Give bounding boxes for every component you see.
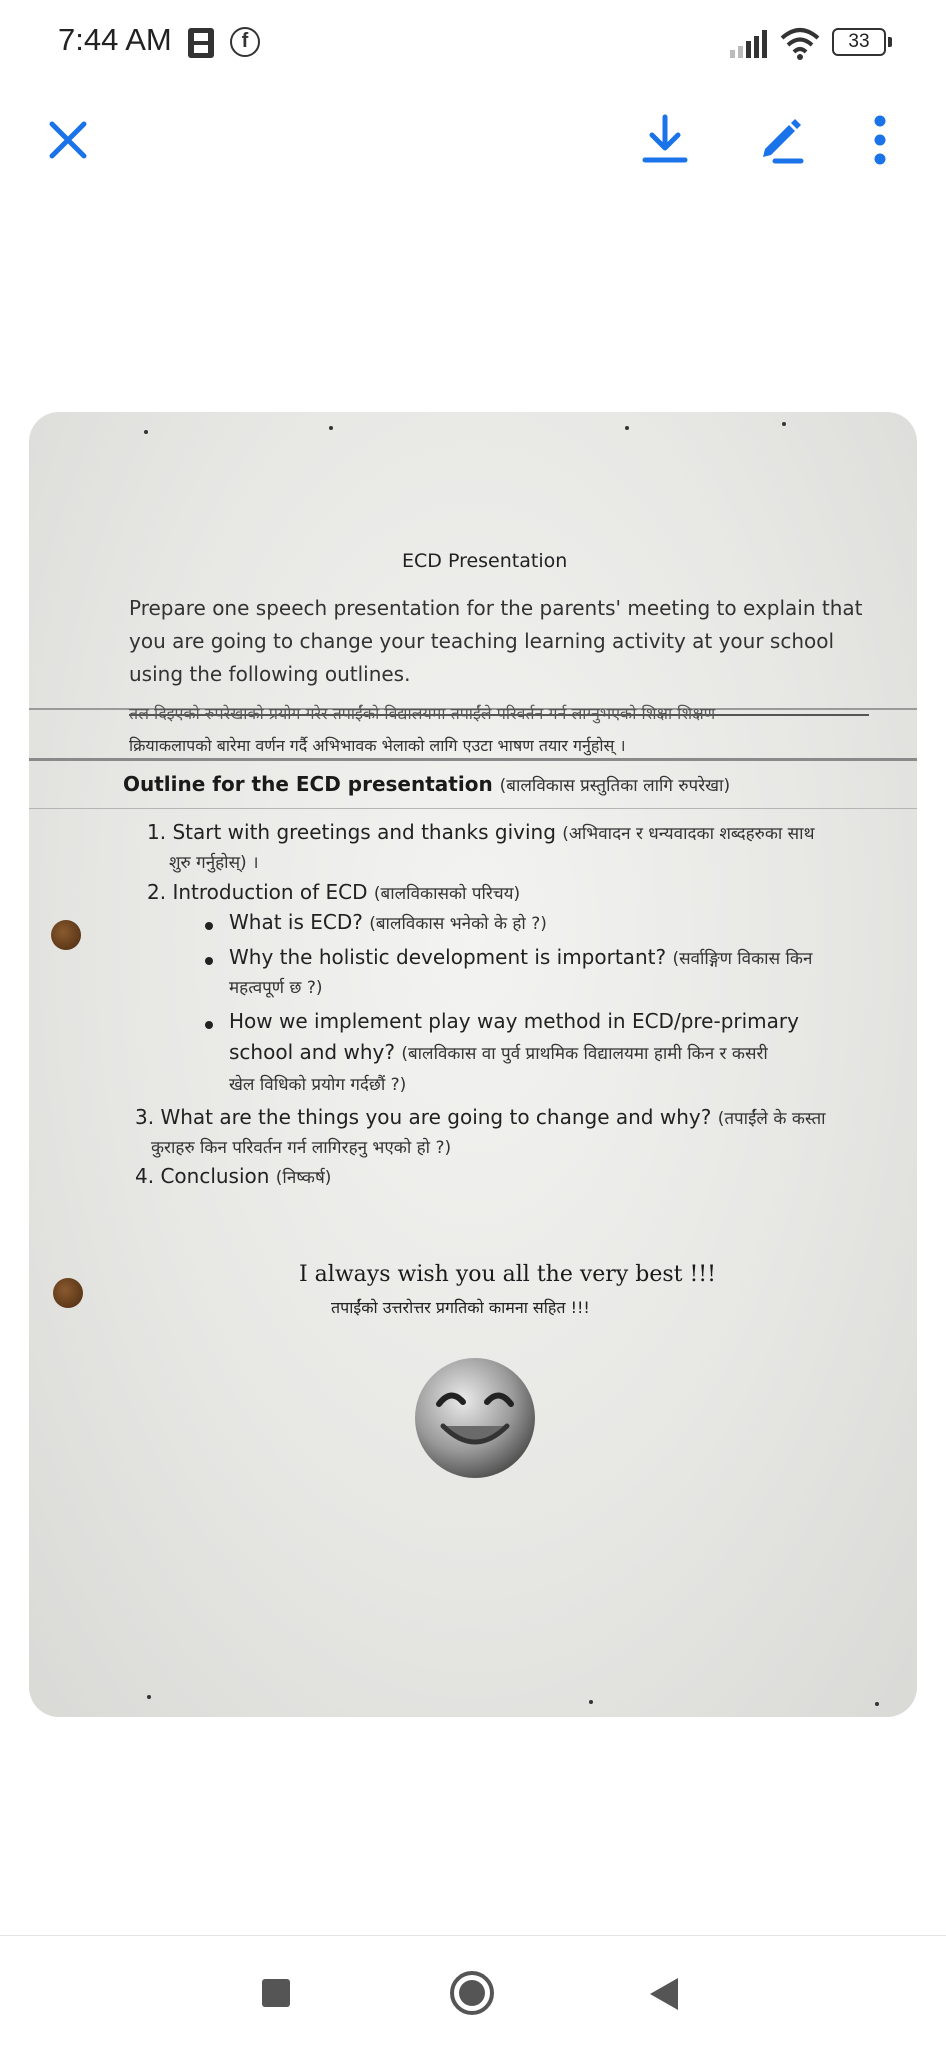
edit-icon xyxy=(745,105,815,175)
more-options-button[interactable] xyxy=(845,105,915,175)
nepali-instruction-struck xyxy=(129,702,715,724)
outline-heading-en: Outline for the ECD presentation xyxy=(123,772,493,796)
outline-item-np: (निष्कर्ष) xyxy=(275,1168,332,1188)
home-icon[interactable] xyxy=(450,1971,494,2015)
status-bar xyxy=(0,0,946,90)
outline-item-np: (सर्वाङ्गिण विकास किन xyxy=(672,949,813,969)
outline-item xyxy=(147,820,814,844)
outline-item-np: महत्वपूर्ण छ ?) xyxy=(229,978,323,998)
outline-item xyxy=(147,880,520,904)
instruction-line: Prepare one speech presentation for the parents' meeting to explain that xyxy=(129,596,863,620)
outline-item-np: (बालविकास भनेको के हो ?) xyxy=(369,914,547,934)
punch-hole xyxy=(53,1278,83,1308)
navigation-bar xyxy=(0,1935,946,2049)
outline-item-np: कुराहरु किन परिवर्तन गर्न लागिरहनु भएको हो ?) xyxy=(151,1138,452,1158)
edit-button[interactable] xyxy=(745,105,815,175)
outline-item-en: 4. Conclusion xyxy=(135,1164,270,1188)
outline-subitem xyxy=(229,1040,768,1064)
outline-subitem: How we implement play way method in ECD/pre-primary xyxy=(229,1009,799,1033)
outline-item-np: (तपाईंले के कस्ता xyxy=(717,1109,826,1129)
smiley-face-icon xyxy=(409,1352,541,1484)
bullet-icon xyxy=(205,1021,213,1029)
outline-item-en: 2. Introduction of ECD xyxy=(147,880,368,904)
outline-item-en: 3. What are the things you are going to change and why? xyxy=(135,1105,712,1129)
document-title: ECD Presentation xyxy=(402,550,568,572)
closing-message: I always wish you all the very best !!! xyxy=(299,1262,716,1287)
punch-hole xyxy=(51,920,81,950)
outline-item-en: school and why? xyxy=(229,1040,395,1064)
outline-item-np: (बालविकास वा पुर्व प्राथमिक विद्यालयमा हामी किन र कसरी xyxy=(401,1044,768,1064)
instruction-line: you are going to change your teaching learning activity at your school xyxy=(129,629,835,653)
outline-item xyxy=(135,1105,826,1129)
outline-item-en: 1. Start with greetings and thanks giving xyxy=(147,820,556,844)
nepali-instruction: क्रियाकलापको बारेमा वर्णन गर्दै अभिभावक भेलाको लागि एउटा भाषण तयार गर्नुहोस् । xyxy=(129,736,626,755)
outline-subitem xyxy=(229,910,547,934)
battery-icon: 33 xyxy=(832,28,886,56)
status-time: 7:44 AM xyxy=(58,22,172,57)
outline-heading-np: (बालविकास प्रस्तुतिका लागि रुपरेखा) xyxy=(499,776,731,796)
outline-item xyxy=(135,1164,331,1188)
close-button[interactable] xyxy=(33,105,103,175)
bullet-icon xyxy=(205,922,213,930)
outline-item-np: (बालविकासको परिचय) xyxy=(373,884,521,904)
facebook-icon: f xyxy=(230,27,260,57)
close-icon xyxy=(33,105,103,175)
signal-icon xyxy=(730,30,770,58)
outline-subitem xyxy=(229,945,812,969)
bullet-icon xyxy=(205,957,213,965)
more-vert-icon xyxy=(845,105,915,175)
outline-item-en: What is ECD? xyxy=(229,910,363,934)
instruction-line: using the following outlines. xyxy=(129,662,411,686)
outline-item-np: (अभिवादन र धन्यवादका शब्दहरुका साथ xyxy=(562,824,815,844)
document-image xyxy=(29,412,917,1717)
wifi-icon xyxy=(780,26,820,60)
download-icon xyxy=(630,105,700,175)
download-button[interactable] xyxy=(630,105,700,175)
sim-icon xyxy=(188,28,214,58)
outline-item-np: शुरु गर्नुहोस्) । xyxy=(169,853,259,873)
outline-heading xyxy=(123,772,730,796)
back-icon[interactable] xyxy=(650,1978,678,2010)
outline-item-en: Why the holistic development is important? xyxy=(229,945,667,969)
recents-icon[interactable] xyxy=(262,1979,290,2007)
closing-message-np: तपाईंको उत्तरोत्तर प्रगतिको कामना सहित !!! xyxy=(331,1298,590,1317)
outline-item-np: खेल विधिको प्रयोग गर्दछौं ?) xyxy=(229,1075,407,1095)
